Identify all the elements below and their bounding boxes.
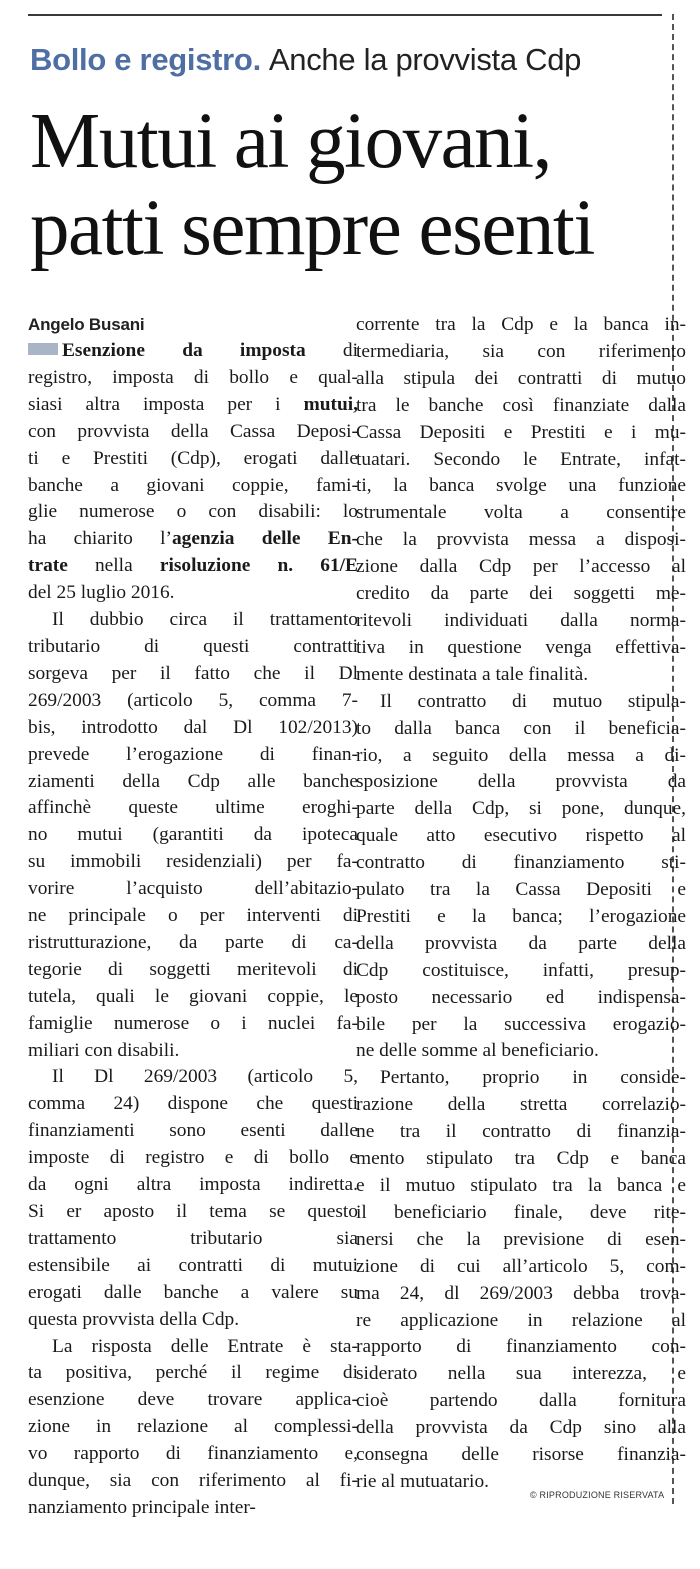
headline-line-1: Mutui ai giovani, [30, 98, 551, 185]
text-line: credito da parte dei soggetti me- [356, 583, 686, 605]
paragraph [356, 1065, 686, 1496]
text-line: alla stipula dei contratti di mutuo [356, 367, 686, 389]
text-line: questa provvista della Cdp. [28, 1308, 240, 1330]
text-line: dunque, sia con riferimento al fi- [28, 1470, 358, 1492]
text-line: siderato nella sua interezza, e [356, 1363, 686, 1385]
text-line: sorgeva per il fatto che il Dl [28, 662, 358, 684]
text-line: pulato tra la Cassa Depositi e [356, 879, 686, 901]
text-line: ti e Prestiti (Cdp), erogati dalle [28, 447, 358, 469]
text-line: zione di cui all’articolo 5, com- [356, 1255, 686, 1277]
text-line: mento stipulato tra Cdp e banca [356, 1148, 686, 1170]
byline: Angelo Busani [28, 315, 145, 334]
kicker-tag: Bollo e registro. [30, 42, 261, 77]
lead-marker-bar [28, 343, 58, 355]
text-line: ti, la banca svolge una funzione [356, 475, 686, 497]
text-line: estensibile ai contratti di mutui [28, 1254, 358, 1276]
text-line: Il contratto di mutuo stipula- [380, 690, 686, 712]
text-line: erogati dalle banche a valere su [28, 1281, 358, 1303]
text-line: ne delle somme al beneficiario. [356, 1040, 599, 1062]
text-line: imposte di registro e di bollo e [28, 1147, 358, 1169]
text-line: tutela, quali le giovani coppie, le [28, 985, 358, 1007]
text-line: registro, imposta di bollo e qual- [28, 366, 358, 388]
text-line: glie numerose o con disabili: lo [28, 501, 358, 523]
text-line: rie al mutuatario. [356, 1470, 489, 1492]
text-line: del 25 luglio 2016. [28, 582, 175, 604]
text-line: Il dubbio circa il trattamento [52, 609, 358, 631]
text-line: da ogni altra imposta indiretta. [28, 1174, 358, 1196]
bold-term: risoluzione n. 61/E [159, 555, 358, 577]
text-line: corrente tra la Cdp e la banca in- [356, 314, 686, 335]
text-line: bile per la successiva erogazio- [356, 1013, 686, 1035]
text-line: cioè partendo dalla fornitura [356, 1390, 686, 1412]
text-line: La risposta delle Entrate è sta- [52, 1335, 358, 1357]
text-line: ristrutturazione, da parte di ca- [28, 931, 358, 953]
bold-term: mutui, [303, 393, 358, 415]
text-line: no mutui (garantiti da ipoteca [28, 824, 358, 846]
headline-line-2: patti sempre esenti [30, 185, 594, 272]
text-line [28, 338, 358, 365]
text-line: razione della stretta correlazio- [356, 1094, 686, 1116]
text-line: re applicazione in relazione al [356, 1309, 686, 1331]
text-line: della provvista da parte della [356, 932, 686, 954]
text-run: di [305, 340, 358, 361]
column-left [28, 312, 358, 1522]
text-line: ziamenti della Cdp alle banche [28, 770, 358, 792]
text-run: siasi altra imposta per i [28, 393, 304, 415]
text-line: ne principale o per interventi di [28, 905, 358, 927]
text-line: ne tra il contratto di finanzia- [356, 1121, 686, 1143]
text-line: Prestiti e la banca; l’erogazione [356, 905, 686, 927]
text-line: il beneficiario finale, deve rite- [356, 1201, 686, 1223]
bold-term: agenzia delle En- [171, 528, 358, 550]
lead-paragraph [28, 338, 358, 607]
text-line: 269/2003 (articolo 5, comma 7- [28, 689, 358, 711]
text-line: consegna delle risorse finanzia- [356, 1444, 686, 1466]
text-line: ritevoli individuati dalla norma- [356, 609, 686, 631]
text-line: posto necessario ed indispensa- [356, 986, 686, 1008]
text-line: famiglie numerose o i nuclei fa- [28, 1012, 358, 1034]
text-line: tuatari. Secondo le Entrate, infat- [356, 448, 686, 470]
text-line: Cdp costituisce, infatti, presup- [356, 959, 686, 981]
paragraph-continuation [356, 312, 686, 689]
copyright-notice: © RIPRODUZIONE RISERVATA [530, 1490, 665, 1500]
text-line: tegorie di soggetti meritevoli di [28, 958, 358, 980]
text-line [28, 526, 358, 553]
bold-term: trate [28, 555, 68, 577]
paragraph [28, 607, 358, 1064]
paragraph [28, 1064, 358, 1333]
text-line: bis, introdotto dal Dl 102/2013) [28, 716, 358, 738]
text-line: tra le banche così finanziate dalla [356, 394, 686, 416]
text-line: Cassa Depositi e Prestiti e i mu- [356, 421, 686, 443]
text-run: ha chiarito l’ [28, 528, 172, 550]
text-line: nersi che la previsione di esen- [356, 1228, 686, 1250]
text-line: ma 24, dl 269/2003 debba trova- [356, 1282, 686, 1304]
paragraph [28, 1334, 358, 1522]
text-line: affinchè queste ultime eroghi- [28, 797, 358, 819]
bold-term: Esenzione da imposta [62, 340, 306, 361]
top-rule [28, 14, 662, 16]
text-run: nella [67, 555, 160, 577]
text-line: mente destinata a tale finalità. [356, 663, 589, 685]
kicker-subtitle: Anche la provvista Cdp [268, 42, 582, 77]
paragraph [356, 689, 686, 1066]
text-line: ta positiva, perché il regime di [28, 1362, 358, 1384]
text-line: esenzione deve trovare applica- [28, 1389, 358, 1411]
text-line: parte della Cdp, si pone, dunque, [356, 798, 686, 820]
text-line: contratto di finanziamento sti- [356, 852, 686, 874]
text-line: quale atto esecutivo rispetto al [356, 825, 686, 847]
text-line: Pertanto, proprio in conside- [380, 1067, 686, 1089]
text-line: con provvista della Cassa Deposi- [28, 420, 358, 442]
text-line: Si er aposto il tema se questo [28, 1201, 358, 1222]
text-line: tributario di questi contratti [28, 635, 358, 657]
text-line: zione in relazione al complessi- [28, 1416, 358, 1438]
text-line: rapporto di finanziamento con- [356, 1336, 686, 1358]
text-line: termediaria, sia con riferimento [356, 340, 686, 362]
text-line: della provvista da Cdp sino alla [356, 1417, 686, 1439]
text-line: strumentale volta a consentire [356, 502, 686, 524]
text-line: rio, a seguito della messa a di- [356, 744, 686, 766]
text-line: che la provvista messa a disposi- [356, 529, 686, 551]
text-line: miliari con disabili. [28, 1039, 180, 1061]
text-line: vorire l’acquisto dell’abitazio- [28, 878, 358, 900]
text-line [28, 392, 358, 419]
text-line: Il Dl 269/2003 (articolo 5, [52, 1066, 358, 1088]
text-line: prevede l’erogazione di finan- [28, 743, 358, 765]
text-line: to dalla banca con il beneficia- [356, 717, 686, 739]
text-line: sposizione della provvista da [356, 771, 686, 793]
text-line: tiva in questione venga effettiva- [356, 636, 686, 658]
text-line: zione dalla Cdp per l’accesso al [356, 556, 686, 578]
text-line: trattamento tributario sia [28, 1227, 358, 1249]
column-right [356, 312, 686, 1496]
text-line: comma 24) dispone che questi [28, 1093, 358, 1115]
text-line: finanziamenti sono esenti dalle [28, 1120, 358, 1142]
headline [30, 98, 670, 272]
kicker [30, 42, 670, 78]
text-line: vo rapporto di finanziamento e, [28, 1443, 358, 1465]
text-line: banche a giovani coppie, fami- [28, 474, 358, 496]
text-line [28, 553, 358, 580]
text-line: nanziamento principale inter- [28, 1496, 256, 1518]
text-line: su immobili residenziali) per fa- [28, 851, 358, 873]
text-line: e il mutuo stipulato tra la banca e [356, 1175, 686, 1196]
